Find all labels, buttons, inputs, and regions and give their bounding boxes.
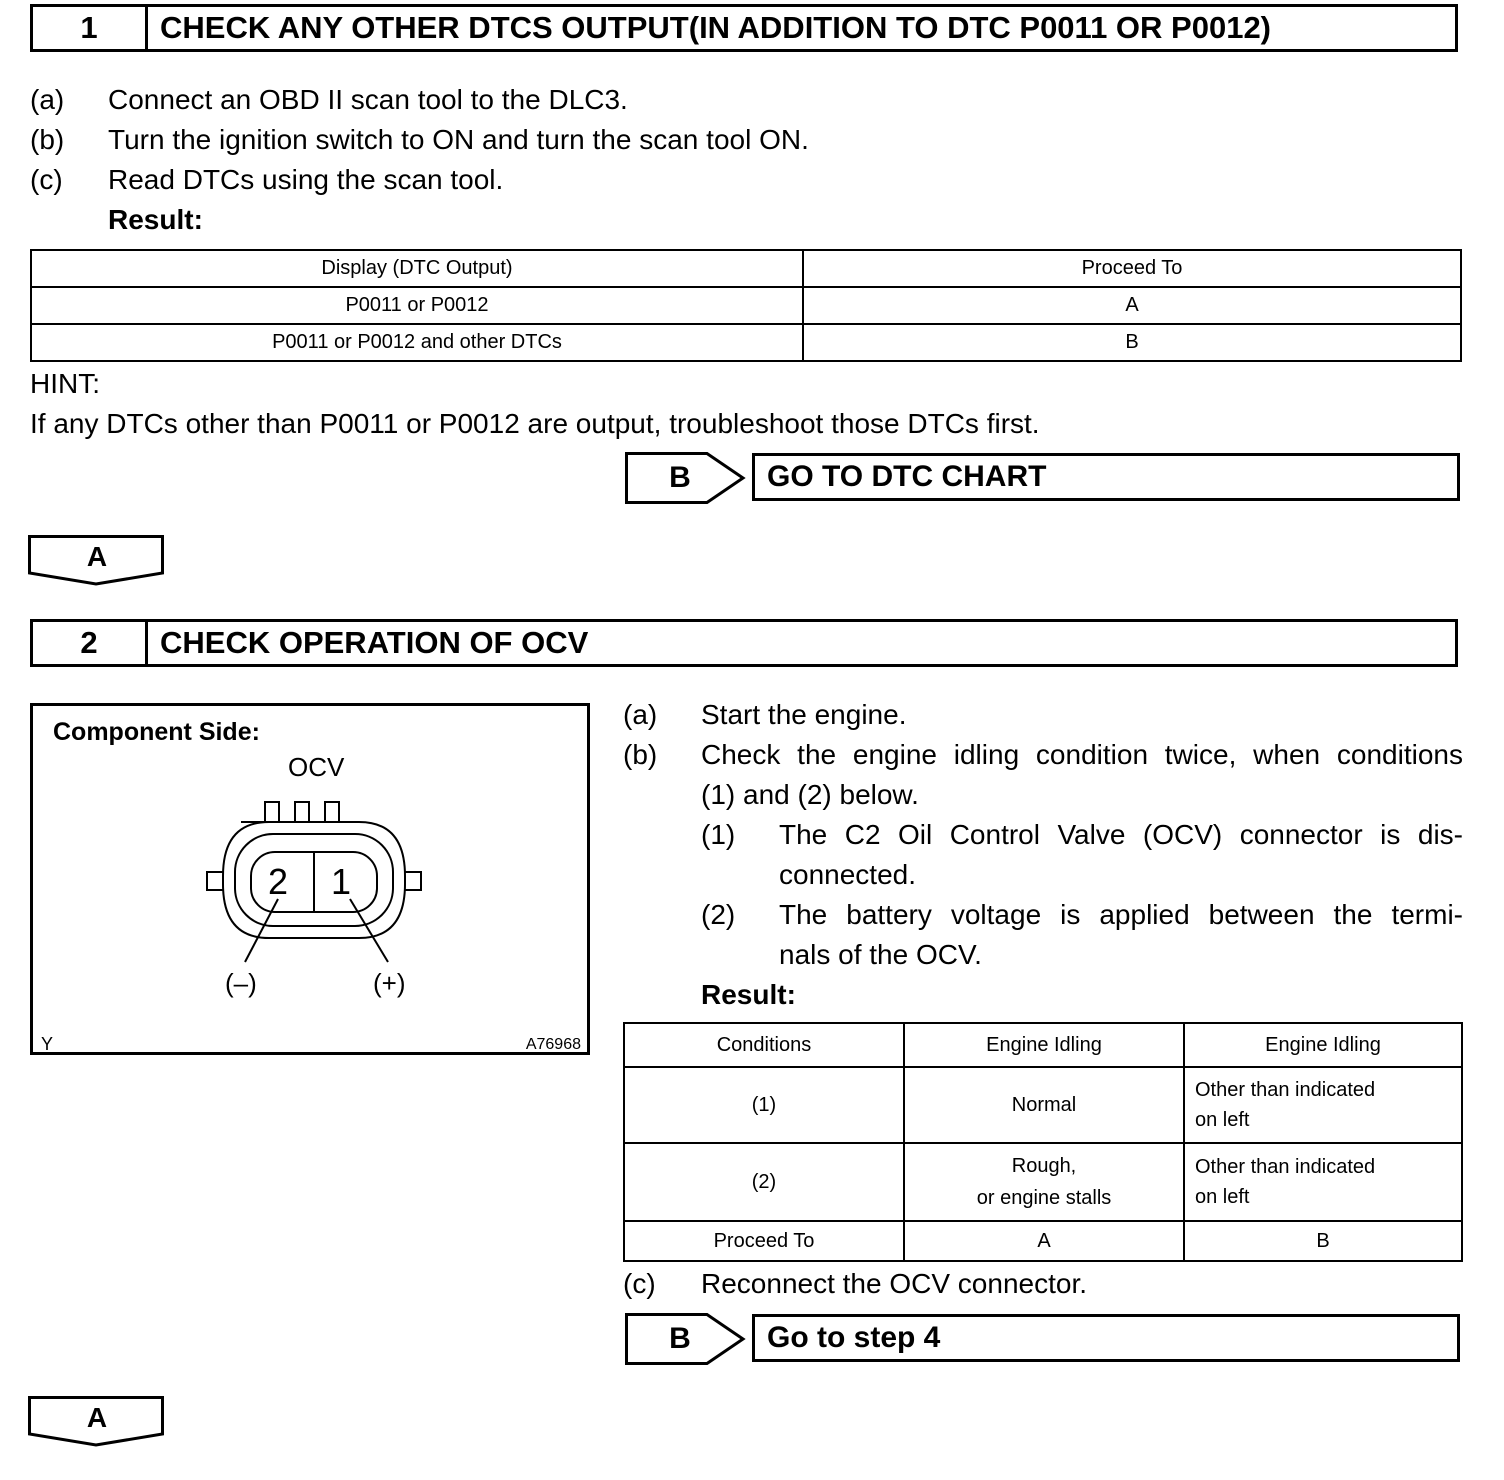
step1-hint-text: If any DTCs other than P0011 or P0012 are output, troubleshoot those DTCs first. — [30, 408, 1040, 439]
item-label: (c) — [623, 1268, 656, 1299]
table-cell: Proceed To — [624, 1221, 904, 1261]
branch-a-letter: A — [86, 541, 108, 572]
item-text: The C2 Oil Control Valve (OCV) connector is dis- — [779, 819, 1463, 850]
table-row — [624, 1067, 1462, 1143]
table-header-cell: Conditions — [624, 1023, 904, 1067]
cell-line: on left — [1195, 1186, 1250, 1208]
item-text: The battery voltage is applied between the termi- — [779, 899, 1463, 930]
positive-terminal-label: (+) — [373, 968, 406, 998]
branch-b-letter: B — [669, 461, 691, 494]
cell-line: Other than indicated — [1195, 1079, 1376, 1101]
table-row — [624, 1221, 1462, 1261]
negative-terminal-label: (–) — [225, 968, 257, 998]
item-label: (c) — [30, 164, 63, 195]
table-cell: Normal — [904, 1067, 1184, 1143]
ocv-connector-icon — [33, 706, 587, 1052]
diagram-corner-code: Y — [41, 1034, 54, 1054]
step1-result-table — [30, 249, 1462, 362]
item-label: (1) — [701, 819, 736, 850]
item-label: (2) — [701, 899, 736, 930]
table-cell: A — [803, 287, 1461, 324]
step2-result-table — [623, 1022, 1463, 1262]
step1-header — [30, 4, 1458, 52]
item-text: Connect an OBD II scan tool to the DLC3. — [108, 84, 628, 115]
cell-line: on left — [1195, 1109, 1250, 1131]
item-text-cont: nals of the OCV. — [779, 939, 982, 970]
item-label: (a) — [623, 699, 658, 730]
table-header-cell: Proceed To — [803, 250, 1461, 287]
item-label: (b) — [30, 124, 65, 155]
table-cell: A — [904, 1221, 1184, 1261]
branch-a-letter: A — [86, 1402, 108, 1433]
table-header-row — [31, 250, 1461, 287]
cell-line: or engine stalls — [976, 1187, 1112, 1209]
item-text-cont: (1) and (2) below. — [701, 779, 919, 810]
table-row — [624, 1143, 1462, 1221]
table-cell — [1184, 1067, 1462, 1143]
ocv-connector-diagram — [30, 703, 590, 1055]
step1-result-label: Result: — [108, 204, 203, 235]
step2-title: CHECK OPERATION OF OCV — [160, 625, 589, 660]
item-label: (b) — [623, 739, 658, 770]
step2-result-label: Result: — [701, 979, 796, 1010]
step1-title: CHECK ANY OTHER DTCS OUTPUT(IN ADDITION TO DTC P0011 OR P0012) — [160, 10, 1272, 45]
step1-number: 1 — [33, 7, 148, 49]
cell-line: Rough, — [1011, 1155, 1077, 1177]
table-cell: B — [803, 324, 1461, 361]
step1-goto-dtc-chart[interactable]: GO TO DTC CHART — [752, 453, 1460, 501]
item-text: Read DTCs using the scan tool. — [108, 164, 504, 195]
table-header-cell: Engine Idling — [904, 1023, 1184, 1067]
table-cell: B — [1184, 1221, 1462, 1261]
table-cell — [904, 1143, 1184, 1221]
table-header-cell: Display (DTC Output) — [31, 250, 803, 287]
cell-line: Other than indicated — [1195, 1156, 1376, 1178]
step2-header — [30, 619, 1458, 667]
step1-hint-label: HINT: — [30, 368, 100, 399]
diagram-heading: Component Side: — [53, 718, 260, 746]
table-cell — [1184, 1143, 1462, 1221]
table-cell: P0011 or P0012 — [31, 287, 803, 324]
item-text-cont: connected. — [779, 859, 916, 890]
table-row — [31, 324, 1461, 361]
item-text: Check the engine idling condition twice, when conditions — [701, 739, 1463, 770]
item-text: Reconnect the OCV connector. — [701, 1268, 1087, 1299]
item-label: (a) — [30, 84, 65, 115]
step2-number: 2 — [33, 622, 148, 664]
table-cell: (1) — [624, 1067, 904, 1143]
table-row — [31, 287, 1461, 324]
diagram-figure-id: A76968 — [525, 1036, 581, 1053]
table-header-cell: Engine Idling — [1184, 1023, 1462, 1067]
branch-b-letter: B — [669, 1322, 691, 1355]
table-cell: (2) — [624, 1143, 904, 1221]
diagram-component-label: OCV — [288, 752, 345, 782]
terminal-2-label: 2 — [268, 861, 289, 902]
terminal-1-label: 1 — [331, 861, 352, 902]
table-cell: P0011 or P0012 and other DTCs — [31, 324, 803, 361]
table-header-row — [624, 1023, 1462, 1067]
item-text: Turn the ignition switch to ON and turn the scan tool ON. — [108, 124, 809, 155]
item-text: Start the engine. — [701, 699, 907, 730]
step2-goto-step-4[interactable]: Go to step 4 — [752, 1314, 1460, 1362]
